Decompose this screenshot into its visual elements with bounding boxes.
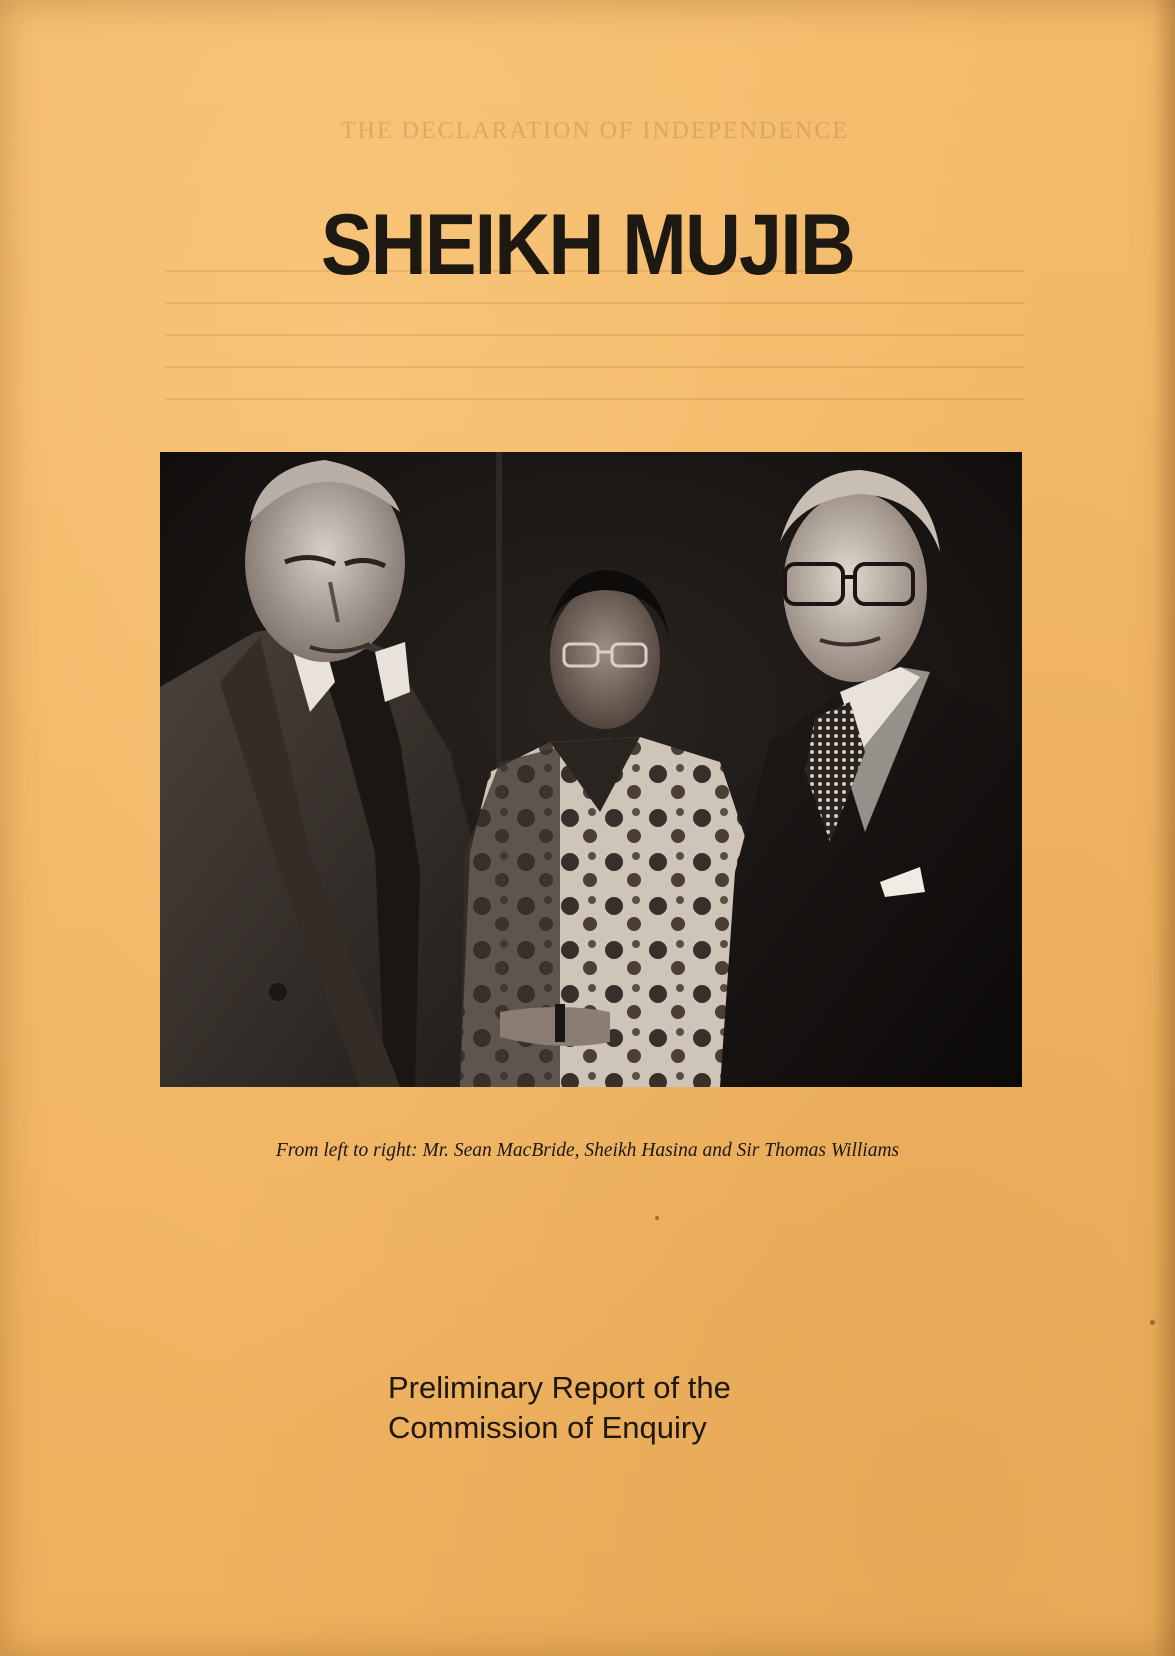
photo-caption: From left to right: Mr. Sean MacBride, Sheikh Hasina and Sir Thomas Williams — [275, 1140, 900, 1161]
document-title: SHEIKH MUJIB — [320, 197, 855, 293]
subtitle-line-2: Commission of Enquiry — [388, 1410, 707, 1445]
show-through-heading: THE DECLARATION OF INDEPENDENCE — [341, 118, 849, 144]
cover-photograph — [160, 452, 1022, 1087]
paper-speck — [655, 1216, 659, 1220]
document-subtitle — [388, 1368, 988, 1448]
spine-shadow — [1153, 0, 1175, 1656]
subtitle-line-1: Preliminary Report of the — [388, 1370, 731, 1405]
